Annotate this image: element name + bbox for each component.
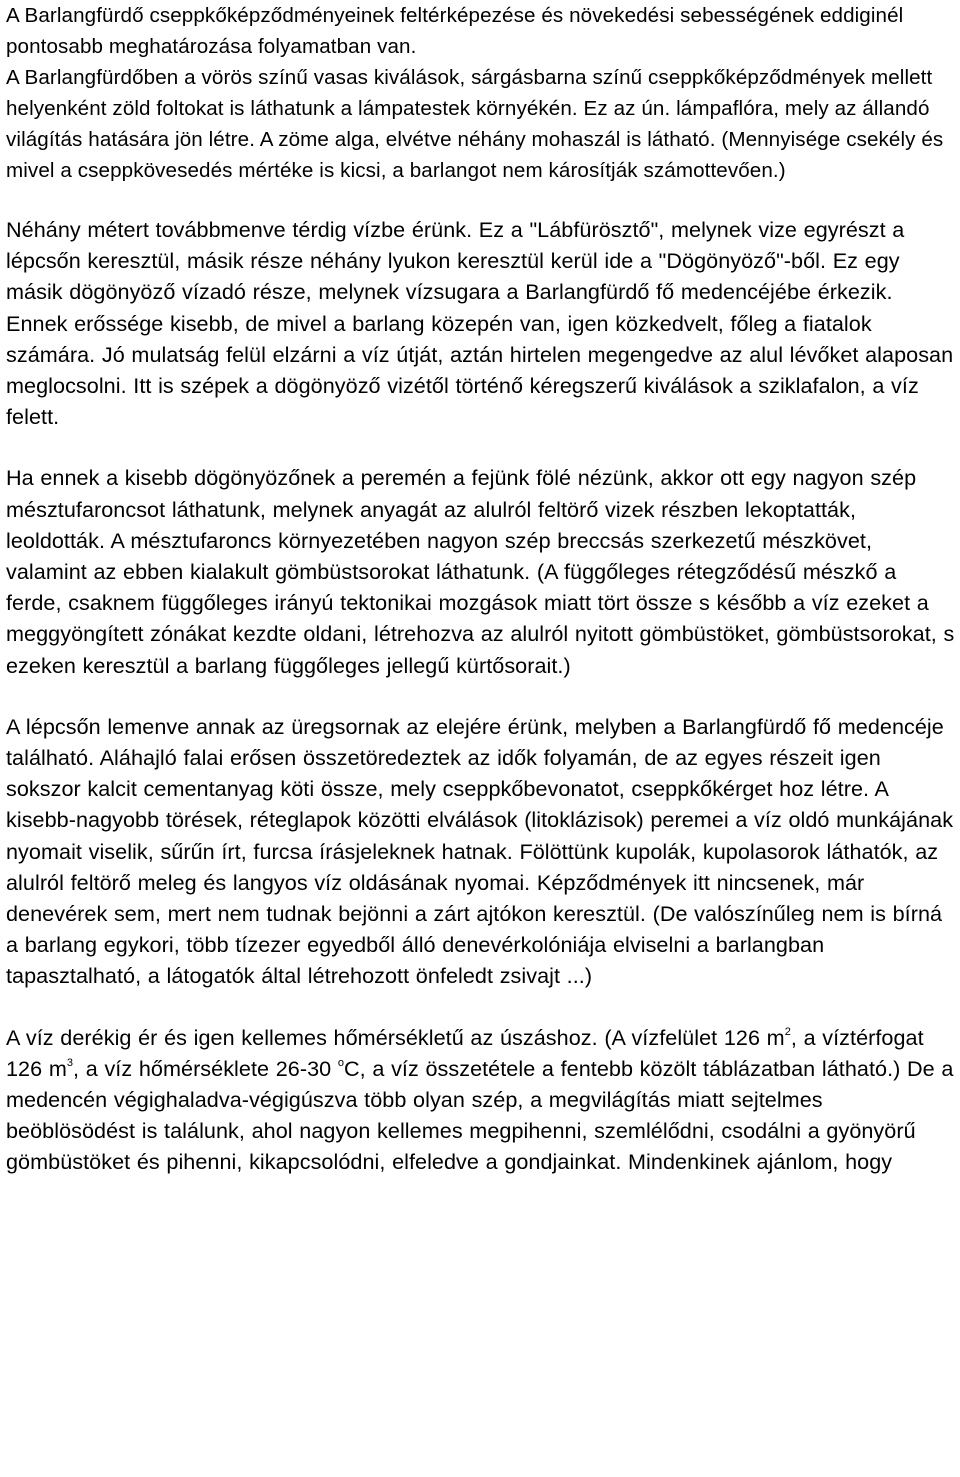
text-segment: , a víz hőmérséklete 26-30 (73, 1055, 338, 1081)
paragraph-spacer (6, 186, 956, 214)
paragraph-mesztufaroncs: Ha ennek a kisebb dögönyözőnek a peremén a fejünk fölé nézünk, akkor ott egy nagyon szép mésztufaroncsot láthatunk, melynek anyagát az alulról feltörő vizek részben lekoptatták, leoldották. A mésztufaroncs környezetében nagyon szép breccsás szerkezetű mészkövet, valamint az ebben kialakult gömbüstsorokat láthatunk. (A függőleges rétegződésű mészkő a ferde, csaknem függőleges irányú tektonikai mozgások miatt tört össze s később a víz ezeket a meggyöngített zónákat kezdte oldani, létrehozva az alulról nyitott gömbüstöket, gömbüstsorokat, s ezeken keresztül a barlang függőleges jellegű kürtősorait.) (6, 465, 955, 678)
paragraph-spacer (6, 992, 956, 1022)
paragraph-viz-adatok (6, 1022, 956, 1178)
intro-paragraph-2: A Barlangfürdőben a vörös színű vasas kiválások, sárgásbarna színű cseppkőképződmények mellett helyenként zöld foltokat is láthatunk a lámpatestek környékén. Ez az ún. lámpaflóra, mely az állandó világítás hatására jön létre. A zöme alga, elvétve néhány mohaszál is látható. (Mennyisége csekély és mivel a cseppkövesedés mértéke is kicsi, a barlangot nem károsítják számottevően.) (6, 66, 944, 182)
paragraph-fo-medence: A lépcsőn lemenve annak az üregsornak az elejére érünk, melyben a Barlangfürdő fő medencéje található. Aláhajló falai erősen összetöredeztek az idők folyamán, de az egyes részeit igen sokszor kalcit cementanyag köti össze, mely cseppkőbevonatot, cseppkőkérget hoz létre. A kisebb-nagyobb törések, réteglapok közötti elválások (litoklázisok) peremei a víz oldó munkájának nyomait viselik, sűrűn írt, furcsa írásjeleknek hatnak. Fölöttünk kupolák, kupolasorok láthatók, az alulról feltörő meleg és langyos víz oldásának nyomai. Képződmények itt nincsenek, már denevérek sem, mert nem tudnak bejönni a zárt ajtókon keresztül. (De valószínűleg nem is bírná a barlang egykori, több tízezer egyedből álló denevérkolóniája elviselni a barlangban tapasztalható, a látogatók által létrehozott önfeledt zsivajt ...) (6, 713, 954, 989)
text-segment: A víz derékig ér és igen kellemes hőmérsékletű az úszáshoz. (A vízfelület 126 m (6, 1024, 785, 1050)
text-segment: C, a víz összetétele a fentebb közölt táblázatban látható.) De a medencén végighaladva-végigúszva több olyan szép, a megvilágítás miatt sejtelmes beöblösödést is találunk, ahol nagyon kellemes megpihenni, szemlélődni, csodálni a gyönyörű gömbüstöket és pihenni, kikapcsolódni, elfeledve a gondjainkat. Mindenkinek ajánlom, hogy (6, 1055, 954, 1175)
document-body (6, 0, 956, 1178)
intro-paragraph-1: A Barlangfürdő cseppkőképződményeinek feltérképezése és növekedési sebességének eddiginél pontosabb meghatározása folyamatban van. (6, 4, 904, 58)
superscript-degree: o (337, 1056, 345, 1069)
text-segment: , a víztérfogat 126 m (6, 1024, 924, 1081)
superscript-cubed: 3 (66, 1056, 74, 1069)
paragraph-spacer (6, 432, 956, 462)
paragraph-spacer (6, 681, 956, 711)
superscript-squared: 2 (784, 1025, 791, 1038)
paragraph-labfuroszto: Néhány métert továbbmenve térdig vízbe érünk. Ez a "Lábfürösztő", melynek vize egyrészt a lépcsőn keresztül, másik része néhány lyukon keresztül kerül ide a "Dögönyöző"-ből. Ez egy másik dögönyöző vízadó része, melynek vízsugara a Barlangfürdő fő medencéjébe érkezik. Ennek erőssége kisebb, de mivel a barlang közepén van, igen közkedvelt, főleg a fiatalok számára. Jó mulatság felül elzárni a víz útját, aztán hirtelen megengedve az alul lévőket alaposan meglocsolni. Itt is szépek a dögönyöző vizétől történő kéregszerű kiválások a sziklafalon, a víz felett. (6, 217, 954, 430)
